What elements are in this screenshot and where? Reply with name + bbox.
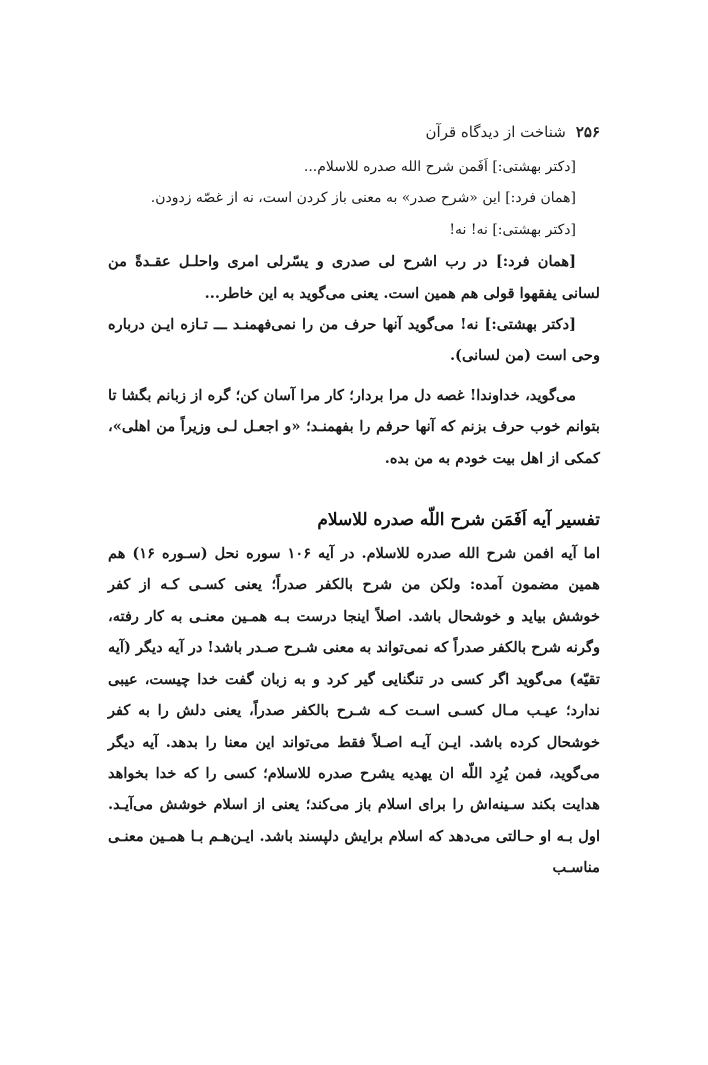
book-title: شناخت از دیدگاه قرآن xyxy=(425,123,566,141)
section-body xyxy=(108,538,600,883)
section-paragraph: اما آیه افمن شرح الله صدره للاسلام. در آیه ۱۰۶ سوره نحل (سـوره ۱۶) هم همین مضمون آمده: ولکن من شرح بالکفر صدراً؛ یعنی کسـی کـه از کفر خوشش بیاید و خوشحال باشد. اصلاً اینجا درست بـه همـین معنـی به کار رفته، وگرنه شرح بالکفر صدراً که نمی‌تواند به معنی شـرح صـدر باشد! در آیه دیگر (آیه تقیّه) می‌گوید اگر کسی در تنگنایی گیر کرد و به زبان گفت خدا چیست، عیبی ندارد؛ عیـب مـال کسـی اسـت کـه شـرح بالکفر صدراً، یعنی دلش را به کفر خوشحال کرده باشد. ایـن آیـه اصـلاً فقط می‌تواند این معنا را بدهد. آیه دیگر می‌گوید، فمن یُرِد اللّه ان یهدیه یشرح صدره للاسلام؛ کسی را که خدا بخواهد هدایت بکند سـینه‌اش را برای اسلام باز می‌کند؛ یعنی از اسلام خوشش می‌آیـد. اول بـه او حـالتی می‌دهد که اسلام برایش دلپسند باشد. ایـن‌هـم بـا همـین معنـی مناسـب xyxy=(108,545,600,877)
dialogue-line: [همان فرد:] در رب اشرح لی صدری و یسّرلی امری واحلـل عقـدةً من لسانی یفقهوا قولی هم همین است. یعنی می‌گوید به این خاطر... xyxy=(108,253,600,302)
dialogue-line: [همان فرد:] این «شرح صدر» به معنی باز کردن است، نه از غصّه زدودن. xyxy=(150,190,576,207)
dialogue-line: [دکتر بهشتی:] نه! نه! xyxy=(449,221,576,238)
book-page xyxy=(108,112,600,884)
dialogue-line: [دکتر بهشتی:] نه! می‌گوید آنها حرف من را نمی‌فهمنـد ـــ تـازه ایـن درباره وحی است (من لسانی). xyxy=(108,316,600,365)
dialogue-block xyxy=(108,152,600,372)
explanation-paragraph: می‌گوید، خداوندا! غصه دل مرا بردار؛ کار مرا آسان کن؛ گره از زبانم بگشا تا بتوانم خوب حرف بزنم که آنها حرفم را بفهمنـد؛ «و اجعـل لـی وزیراً من اهلی»، کمکی از اهل بیت خودم به من بده. xyxy=(108,386,600,467)
dialogue-line: [دکتر بهشتی:] اَفَمن شرح الله صدره للاسلام... xyxy=(303,159,576,175)
spacer xyxy=(108,372,600,380)
page-number: ۲۵۶ xyxy=(575,123,600,141)
running-header xyxy=(108,112,600,152)
section-heading: تفسیر آیه اَفَمَن شرح اللّه صدره للاسلام xyxy=(317,510,600,531)
